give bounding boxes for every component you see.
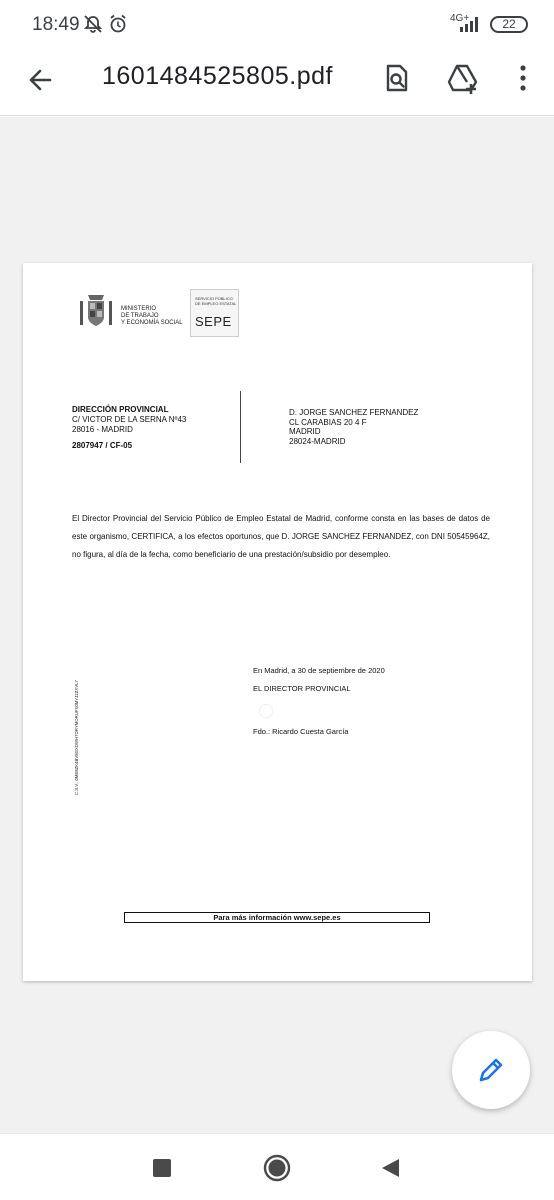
- sender-city: 28016 - MADRID: [72, 425, 133, 434]
- battery-icon: 22: [490, 16, 528, 33]
- file-title: 1601484525805.pdf: [102, 62, 333, 90]
- drive-add-icon[interactable]: [443, 58, 483, 98]
- recipient-postal: 28024-MADRID: [289, 436, 346, 446]
- sepe-logo: SERVICIO PÚBLICO DE EMPLEO ESTATAL SEPE: [190, 289, 239, 337]
- recipient-address: [289, 408, 418, 446]
- navigation-bar: [0, 1133, 554, 1200]
- status-bar: [0, 0, 554, 48]
- network-type: 4G+: [450, 13, 470, 24]
- sender-address: [72, 405, 186, 451]
- signal-icon: [458, 16, 482, 37]
- app-bar: [0, 48, 554, 116]
- recipient-city: MADRID: [289, 427, 321, 436]
- signer-name: Fdo.: Ricardo Cuesta García: [253, 727, 349, 736]
- sender-ref: 2807947 / CF-05: [72, 441, 133, 450]
- csv-code: [72, 667, 80, 797]
- notifications-off-icon: [83, 14, 103, 39]
- csv-text: C.S.V.: 0ME8ZK4BV8GXDWH7ORYMORUFX0MYJ2ZXVL7: [74, 680, 79, 795]
- coat-of-arms-logo: [78, 291, 114, 331]
- footer-info: Para más información www.sepe.es: [124, 912, 430, 923]
- edit-pencil-icon: [477, 1056, 505, 1084]
- place-date: En Madrid, a 30 de septiembre de 2020: [253, 666, 385, 675]
- recipient-street: CL CARABIAS 20 4 F: [289, 417, 367, 427]
- vertical-divider: [240, 391, 241, 463]
- recents-square-icon[interactable]: [144, 1150, 180, 1186]
- alarm-icon: [108, 14, 128, 39]
- signer-title: EL DIRECTOR PROVINCIAL: [253, 684, 351, 693]
- certificate-body: El Director Provincial del Servicio Público de Empleo Estatal de Madrid, conforme consta en las bases de datos de este organismo, CERTIFICA, a los efectos oportunos, que D. JORGE SANCHEZ FERNANDEZ, con DNI 50545964Z, no figura, al día de la fecha, como beneficiario de una prestación/subsidio por desempleo.: [72, 514, 490, 559]
- ministry-name: MINISTERIO DE TRABAJO Y ECONOMÍA SOCIAL: [121, 306, 183, 326]
- more-vert-icon[interactable]: [503, 58, 543, 98]
- pdf-page[interactable]: [23, 263, 532, 981]
- letterhead: [78, 291, 237, 336]
- edit-button[interactable]: [452, 1031, 530, 1109]
- home-circle-icon[interactable]: [259, 1150, 295, 1186]
- signature-stamp: [259, 704, 273, 718]
- back-arrow-icon[interactable]: [20, 60, 60, 100]
- search-document-icon[interactable]: [376, 58, 416, 98]
- sender-title: DIRECCIÓN PROVINCIAL: [72, 405, 169, 414]
- pdf-viewer[interactable]: [0, 117, 554, 1133]
- status-time: 18:49: [32, 14, 80, 35]
- sender-street: C/ VICTOR DE LA SERNA Nº43: [72, 415, 187, 424]
- back-triangle-icon[interactable]: [373, 1150, 409, 1186]
- recipient-name: D. JORGE SANCHEZ FERNANDEZ: [289, 408, 419, 417]
